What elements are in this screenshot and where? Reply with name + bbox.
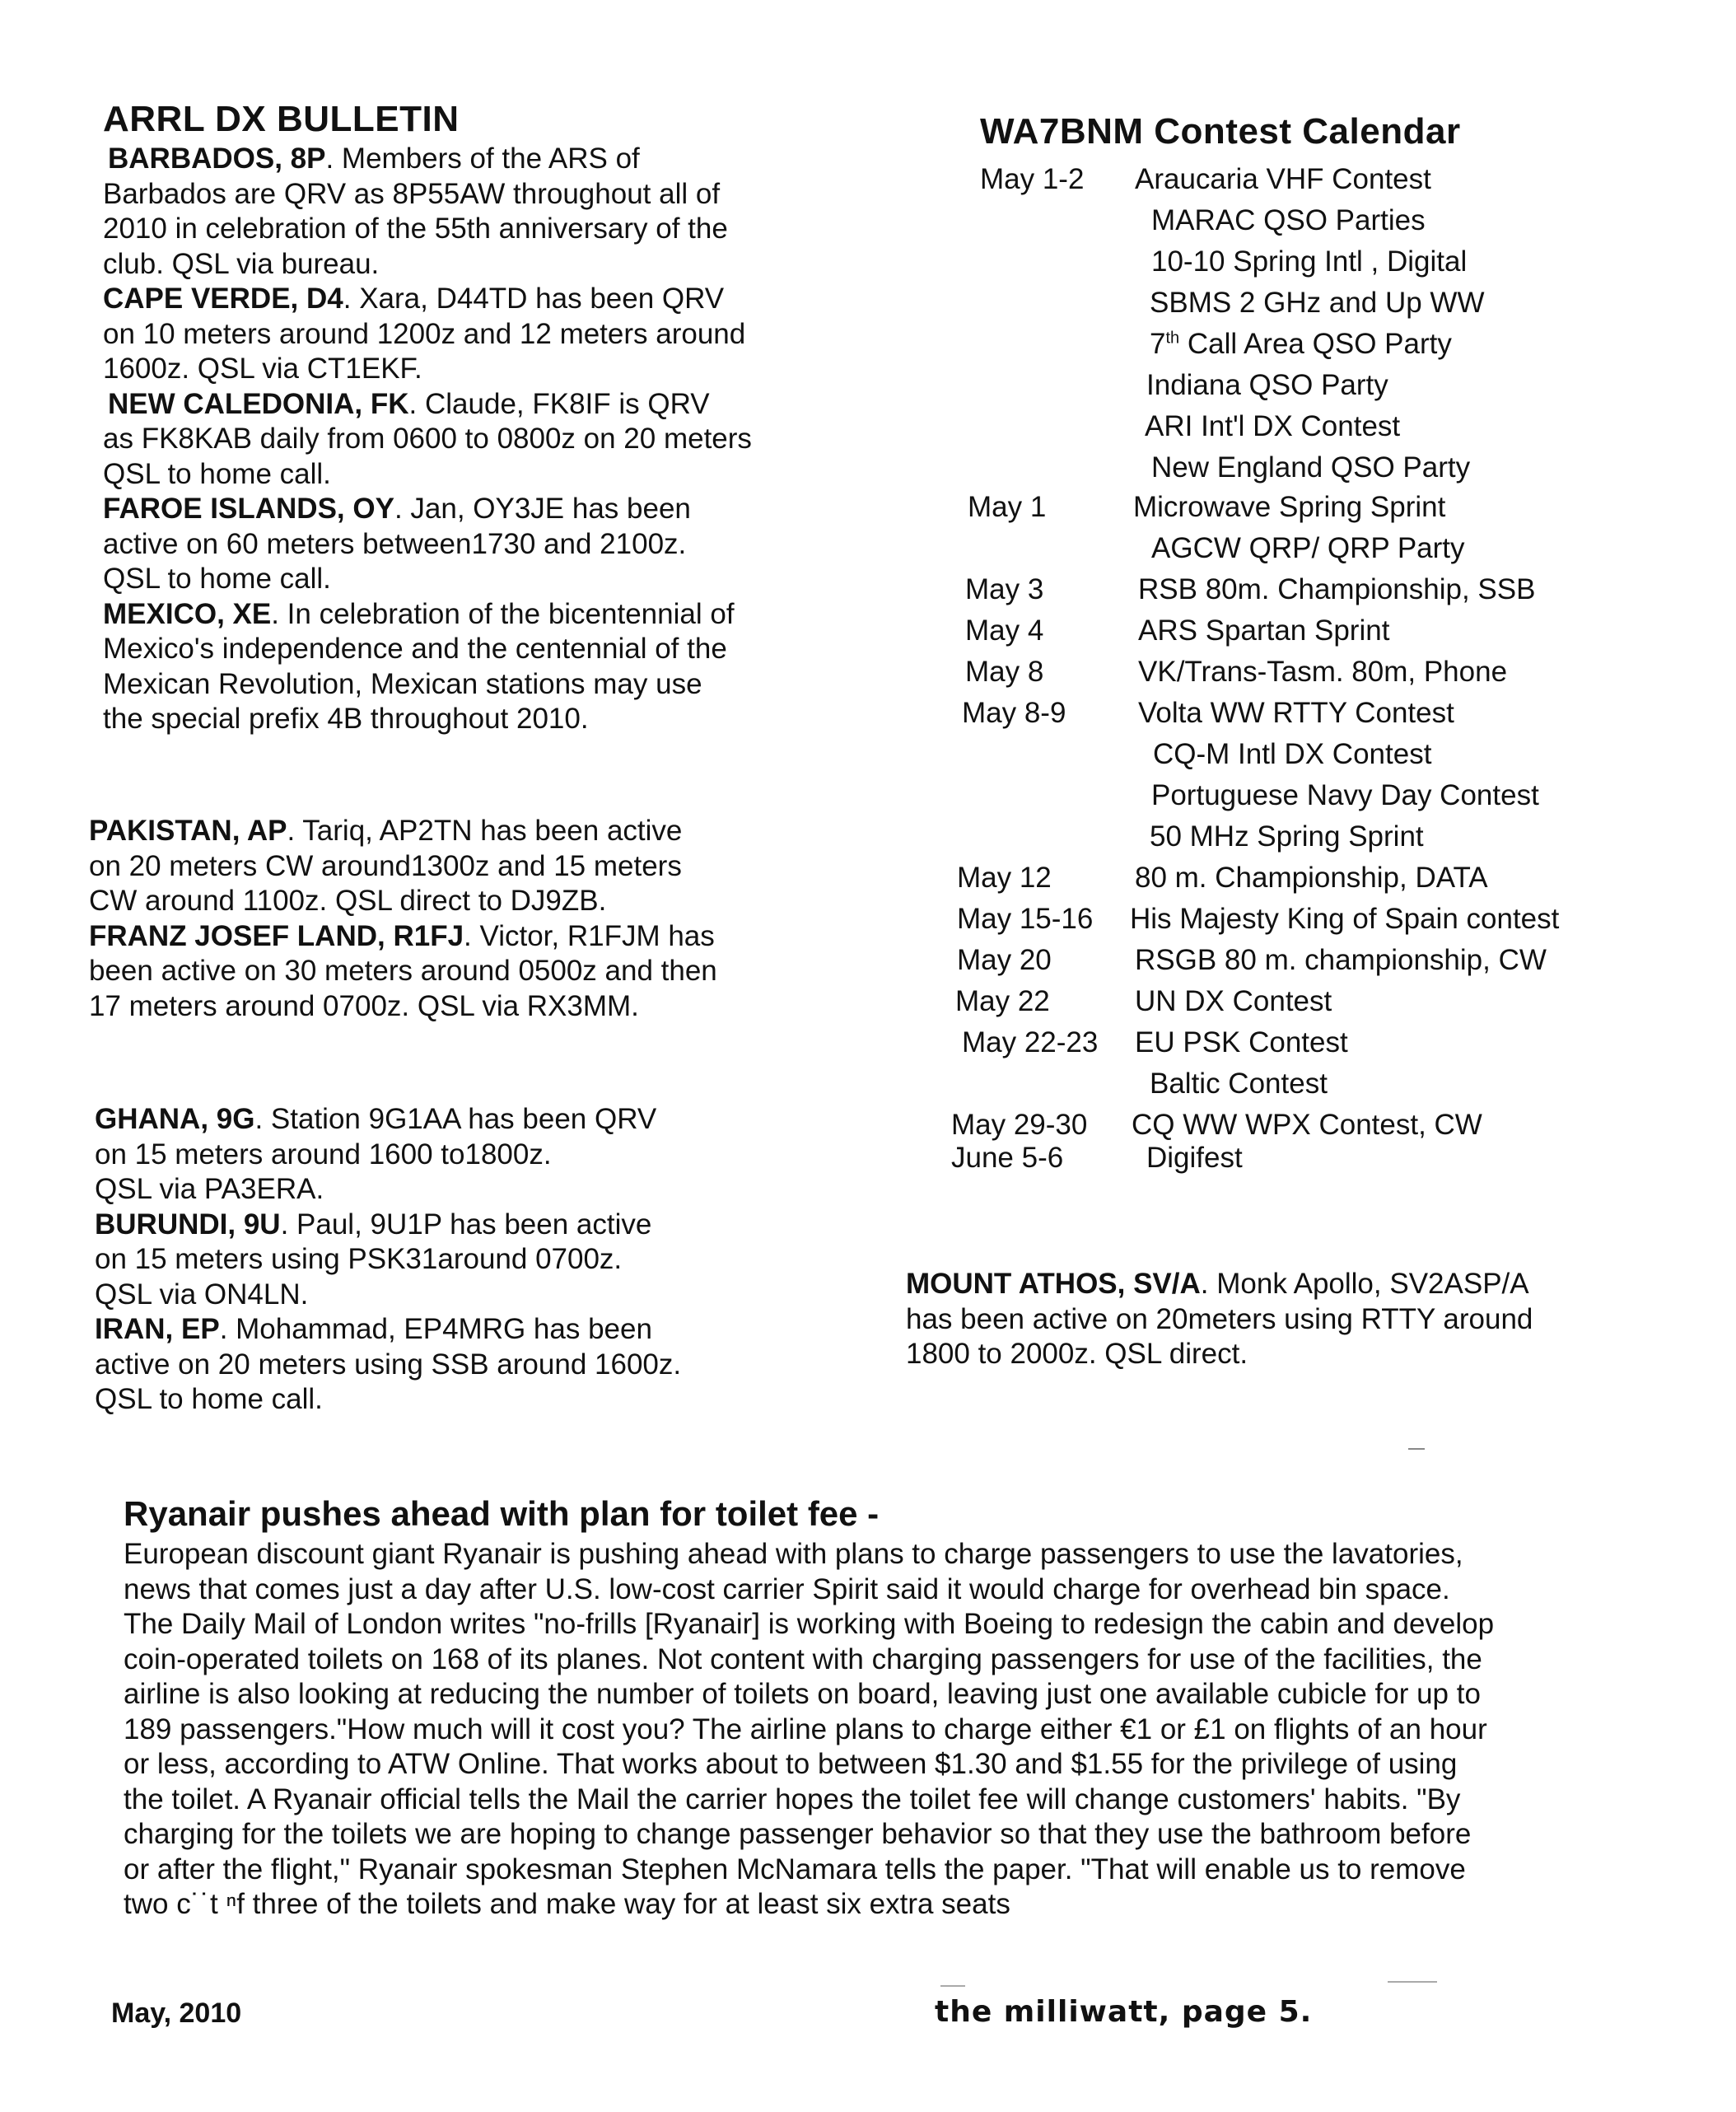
dx-entry-line: QSL to home call. [103, 563, 331, 595]
dx-entry-line: Mexico's independence and the centennial of the [103, 633, 727, 665]
dx-entry-line: the special prefix 4B throughout 2010. [103, 703, 589, 735]
calendar-date: May 20 [957, 944, 1052, 976]
calendar-event: Microwave Spring Sprint [1133, 491, 1446, 523]
calendar-event: MARAC QSO Parties [1151, 204, 1426, 236]
dx-entry-text: . Paul, 9U1P has been active [280, 1208, 652, 1241]
dx-entry-line: CW around 1100z. QSL direct to DJ9ZB. [89, 885, 607, 917]
dx-entry-line [89, 814, 717, 849]
scan-speck [1408, 1448, 1425, 1450]
footer-publication-page: the milliwatt, page 5. [935, 1995, 1313, 2029]
calendar-event: VK/Trans-Tasm. 80m, Phone [1138, 656, 1508, 688]
dx-bulletin-group-2 [89, 814, 717, 1024]
dx-entry-lead: GHANA, 9G [95, 1103, 255, 1135]
article-line: 189 passengers."How much will it cost you? The airline plans to charge either €1 or £1 on flights of an hour [124, 1712, 1487, 1745]
calendar-event-number: 7 [1150, 328, 1166, 360]
article-body [124, 1537, 1494, 1923]
dx-entry-lead: MEXICO, XE [103, 597, 272, 630]
dx-entry [906, 1267, 1533, 1372]
dx-entry-line [103, 142, 752, 177]
calendar-event-rest: Call Area QSO Party [1179, 328, 1452, 360]
dx-entry-text: . Jan, OY3JE has been [394, 493, 691, 525]
article-line: charging for the toilets we are hoping to change passenger behavior so that they use the bathroom before [124, 1818, 1472, 1850]
calendar-date: May 8-9 [962, 697, 1066, 729]
dx-entry-text: . In celebration of the bicentennial of [271, 597, 735, 630]
calendar-date: May 1-2 [980, 163, 1085, 195]
calendar-event: RSGB 80 m. championship, CW [1135, 944, 1547, 976]
calendar-event: UN DX Contest [1135, 985, 1332, 1017]
dx-entry-lead: FAROE ISLANDS, OY [103, 493, 394, 525]
dx-entry-text: . Members of the ARS of [325, 143, 640, 175]
dx-entry-line: QSL to home call. [95, 1383, 323, 1415]
calendar-event: 80 m. Championship, DATA [1135, 862, 1488, 894]
article-headline: Ryanair pushes ahead with plan for toilet fee - [124, 1494, 880, 1533]
dx-entry-line: 1800 to 2000z. QSL direct. [906, 1338, 1248, 1370]
calendar-event: 10-10 Spring Intl , Digital [1151, 245, 1468, 278]
calendar-event: CQ-M Intl DX Contest [1153, 738, 1432, 770]
dx-entry [103, 597, 752, 737]
dx-bulletin-group-1 [103, 142, 752, 737]
dx-entry-lead: FRANZ JOSEF LAND, R1FJ [89, 919, 464, 952]
dx-entry-line [906, 1267, 1533, 1302]
calendar-date: May 4 [965, 614, 1044, 647]
calendar-event: Volta WW RTTY Contest [1138, 697, 1454, 729]
dx-entry-lead: CAPE VERDE, D4 [103, 283, 343, 315]
dx-entry-line: 1600z. QSL via CT1EKF. [103, 353, 422, 385]
dx-entry-line: on 10 meters around 1200z and 12 meters around [103, 317, 746, 350]
dx-entry-line: Barbados are QRV as 8P55AW throughout all of [103, 177, 721, 210]
article-line: or after the flight," Ryanair spokesman Stephen McNamara tells the paper. "That will enable us to remove [124, 1853, 1466, 1885]
dx-entry-text: . Mohammad, EP4MRG has been [219, 1313, 652, 1345]
dx-entry-text: . Station 9G1AA has been QRV [254, 1103, 657, 1135]
calendar-event: SBMS 2 GHz and Up WW [1150, 287, 1485, 319]
calendar-event: Indiana QSO Party [1146, 369, 1388, 401]
dx-entry [95, 1208, 681, 1313]
calendar-date: May 8 [965, 656, 1044, 688]
dx-entry [95, 1312, 681, 1418]
dx-entry-line: on 20 meters CW around1300z and 15 meters [89, 849, 682, 882]
calendar-event: 50 MHz Spring Sprint [1150, 820, 1424, 853]
dx-entry-line: been active on 30 meters around 0500z and then [89, 955, 717, 987]
article-line: the toilet. A Ryanair official tells the Mail the carrier hopes the toilet fee will change customers' habits. "By [124, 1783, 1461, 1815]
calendar-date: May 29-30 [951, 1109, 1088, 1141]
arrl-dx-bulletin-title: ARRL DX BULLETIN [103, 99, 460, 139]
calendar-date: May 22-23 [962, 1026, 1099, 1058]
calendar-event: RSB 80m. Championship, SSB [1138, 573, 1536, 605]
calendar-date: May 12 [957, 862, 1052, 894]
dx-entry-line: active on 20 meters using SSB around 1600z. [95, 1348, 682, 1381]
dx-entry-lead: PAKISTAN, AP [89, 815, 287, 847]
dx-entry [103, 282, 752, 387]
calendar-event [1150, 328, 1452, 361]
calendar-event: CQ WW WPX Contest, CW [1132, 1109, 1482, 1141]
article-line: The Daily Mail of London writes "no-frills [Ryanair] is working with Boeing to redesign the cabin and develop [124, 1608, 1495, 1640]
dx-entry [89, 814, 717, 919]
dx-entry-line: on 15 meters using PSK31around 0700z. [95, 1243, 623, 1275]
calendar-event: Araucaria VHF Contest [1135, 163, 1431, 195]
dx-entry-line: 2010 in celebration of the 55th anniversary of the [103, 213, 728, 245]
calendar-event: Baltic Contest [1150, 1068, 1328, 1100]
article-line: coin-operated toilets on 168 of its planes. Not content with charging passengers for use of the facilities, the [124, 1642, 1482, 1675]
dx-entry-text: . Xara, D44TD has been QRV [343, 283, 725, 315]
dx-entry-lead: BARBADOS, 8P [108, 143, 326, 175]
dx-entry [89, 919, 717, 1025]
calendar-event: Digifest [1146, 1142, 1243, 1174]
dx-bulletin-mount-athos [906, 1267, 1533, 1372]
calendar-date: May 1 [968, 491, 1047, 523]
dx-entry-line [103, 597, 752, 633]
dx-entry-line: QSL via ON4LN. [95, 1278, 309, 1311]
calendar-date: May 22 [955, 985, 1050, 1017]
dx-entry-lead: BURUNDI, 9U [95, 1208, 281, 1241]
dx-entry-line: club. QSL via bureau. [103, 247, 380, 280]
dx-entry-lead: MOUNT ATHOS, SV/A [906, 1268, 1201, 1300]
dx-entry-line: Mexican Revolution, Mexican stations may use [103, 667, 702, 700]
article-line: European discount giant Ryanair is pushing ahead with plans to charge passengers to use the lavatories, [124, 1538, 1463, 1570]
scan-speck [940, 1985, 965, 1987]
dx-entry-lead: IRAN, EP [95, 1313, 220, 1345]
dx-entry-line: 17 meters around 0700z. QSL via RX3MM. [89, 989, 639, 1022]
dx-entry-line [95, 1312, 681, 1348]
dx-entry-line: as FK8KAB daily from 0600 to 0800z on 20 meters [103, 423, 752, 455]
dx-entry-text: . Victor, R1FJM has [464, 919, 715, 952]
dx-entry-line: QSL via PA3ERA. [95, 1173, 324, 1205]
dx-entry-line [89, 919, 717, 955]
article-line: two c˙˙t ⁿf three of the toilets and make way for at least six extra seats [124, 1888, 1010, 1920]
dx-entry-line: has been active on 20meters using RTTY around [906, 1302, 1533, 1335]
dx-entry-text: . Tariq, AP2TN has been active [287, 815, 683, 847]
dx-entry-text: . Monk Apollo, SV2ASP/A [1200, 1268, 1529, 1300]
dx-entry-line [95, 1102, 681, 1138]
dx-entry [103, 492, 752, 597]
contest-calendar-title: WA7BNM Contest Calendar [980, 111, 1461, 152]
dx-entry-text: . Claude, FK8IF is QRV [408, 387, 710, 420]
calendar-event: AGCW QRP/ QRP Party [1151, 532, 1465, 564]
dx-entry-line [103, 282, 752, 317]
article-line: airline is also looking at reducing the number of toilets on board, leaving just one available cubicle for up to [124, 1678, 1481, 1710]
dx-entry [95, 1102, 681, 1208]
article-line: news that comes just a day after U.S. low-cost carrier Spirit said it would charge for overhead bin space. [124, 1572, 1450, 1605]
calendar-date: May 15-16 [957, 903, 1094, 935]
dx-bulletin-group-3 [95, 1102, 681, 1418]
dx-entry-line [95, 1208, 681, 1243]
calendar-event: New England QSO Party [1151, 451, 1471, 484]
calendar-event: EU PSK Contest [1135, 1026, 1348, 1058]
calendar-event: ARS Spartan Sprint [1138, 614, 1390, 647]
scan-speck [1388, 1981, 1437, 1983]
dx-entry-line: QSL to home call. [103, 457, 331, 490]
calendar-event: His Majesty King of Spain contest [1130, 903, 1560, 935]
calendar-event-ordinal: th [1165, 329, 1180, 348]
calendar-date: June 5-6 [951, 1142, 1064, 1174]
dx-entry-lead: NEW CALEDONIA, FK [108, 387, 409, 420]
calendar-event: ARI Int'l DX Contest [1145, 410, 1401, 442]
dx-entry-line [103, 492, 752, 527]
dx-entry [103, 142, 752, 282]
dx-entry-line: active on 60 meters between1730 and 2100z. [103, 527, 687, 560]
dx-entry-line [103, 387, 752, 423]
footer-date: May, 2010 [111, 1998, 242, 2029]
calendar-date: May 3 [965, 573, 1044, 605]
calendar-event: Portuguese Navy Day Contest [1151, 779, 1539, 811]
dx-entry [103, 387, 752, 493]
dx-entry-line: on 15 meters around 1600 to1800z. [95, 1138, 552, 1170]
article-line: or less, according to ATW Online. That works about to between $1.30 and $1.55 for the privilege of using [124, 1748, 1458, 1780]
